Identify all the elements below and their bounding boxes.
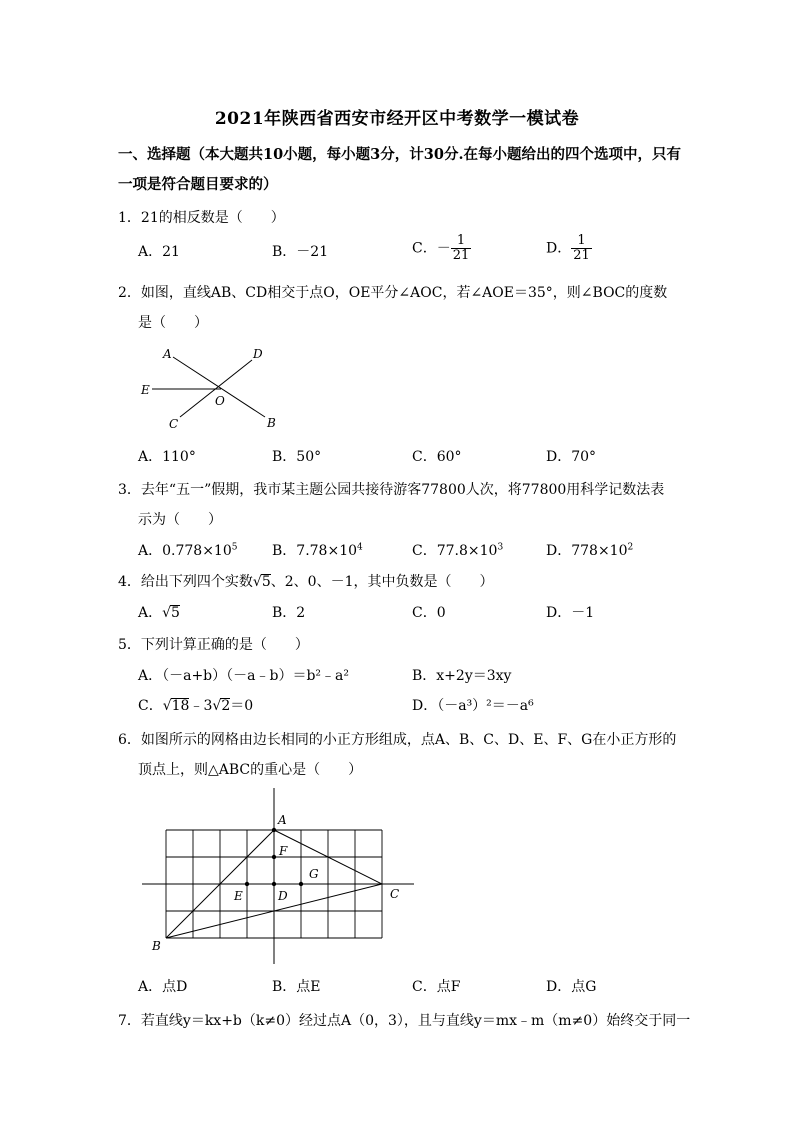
q5-option-c-prefix: C． [138,698,163,714]
sqrt-symbol-icon: √ [212,698,222,714]
q6-stem-line2: 顶点上，则△ABC的重心是（ ） [138,762,363,778]
q2-label-a: A [163,347,172,361]
q6-point-f [272,855,276,859]
q6-point-d [272,882,276,886]
q2-label-b: B [267,416,276,430]
section-heading-line2: 一项是符合题目要求的） [118,176,278,193]
q6-option-c: C．点F [412,979,461,995]
q3-option-a-exp: 5 [231,542,238,553]
q2-label-o: O [215,394,225,408]
q2-label-e: E [141,383,150,397]
q6-point-a [272,828,276,832]
q2-option-c: C．60° [412,449,462,465]
q5-option-c-mid: ﹣3 [189,698,213,714]
q2-lines-figure [138,343,288,435]
q5-stem: 5．下列计算正确的是（ ） [118,637,309,653]
q3-option-b-exp: 4 [357,542,363,553]
q1-option-d-fraction [571,234,592,263]
q6-point-e [245,882,249,886]
q5-option-b: B．x+2y＝3xy [412,668,512,684]
q6-label-g: G [309,867,319,881]
q3-stem-line2: 示为（ ） [138,512,222,528]
q6-grid-figure [138,786,423,966]
q6-label-d: D [278,889,288,903]
q4-option-c: C．0 [412,605,446,621]
q5-option-c-radicand2: 2 [221,698,231,714]
q6-option-a: A．点D [138,979,188,995]
q1-option-d-den: 21 [573,248,590,263]
q1-option-b: B．－21 [272,244,329,260]
q4-option-d: D．－1 [546,605,595,621]
q1-stem: 1．21的相反数是（ ） [118,210,285,226]
q5-option-c [138,695,253,715]
q1-option-c-prefix: C．－ [412,240,451,257]
q3-option-c-exp: 3 [497,542,504,553]
q2-option-a: A．110° [138,449,196,465]
q1-option-c-fraction [451,234,472,263]
q1-option-c-num: 1 [451,234,472,249]
q5-option-a: A．（－a+b）（－a﹣b）＝b²﹣a² [138,668,349,684]
q3-option-a-base: A．0.778×10 [138,543,232,559]
q2-label-d: D [253,347,263,361]
q4-stem [118,571,494,591]
q1-option-d-prefix: D． [546,240,572,257]
page-title: 2021年陕西省西安市经开区中考数学一模试卷 [214,109,580,129]
q4-option-a [138,602,180,622]
q5-option-d: D．（－a³）²＝－a⁶ [412,698,534,714]
q1-option-d [546,234,592,263]
q5-option-c-post: ＝0 [230,698,254,714]
section-heading-line1: 一、选择题（本大题共10小题，每小题3分，计30分.在每小题给出的四个选项中，只有 [118,146,681,163]
q3-option-d-base: D．778×10 [546,543,628,559]
q6-option-b: B．点E [272,979,321,995]
q2-label-c: C [169,417,179,431]
q4-option-a-radicand: 5 [171,605,180,621]
q6-label-e: E [234,889,243,903]
q6-label-f: F [279,844,288,858]
sqrt-symbol-icon: √ [162,605,172,621]
sqrt-symbol-icon: √ [252,574,262,590]
q3-option-b-base: B．7.78×10 [272,543,358,559]
q3-option-c [412,540,503,560]
q4-stem-post: 、2、0、－1，其中负数是（ ） [270,574,494,590]
q3-option-c-base: C．77.8×10 [412,543,498,559]
q2-line-ab [173,357,265,417]
q7-stem-line1: 7．若直线y＝kx+b（k≠0）经过点A（0，3），且与直线y＝mx﹣m（m≠0）始终交于同一 [118,1013,691,1029]
q2-option-d: D．70° [546,449,597,465]
q4-option-a-prefix: A． [138,605,163,621]
sqrt-symbol-icon: √ [162,698,172,714]
section-heading [118,140,688,200]
q2-stem-line2: 是（ ） [138,315,208,331]
q6-label-c: C [390,887,400,901]
q4-stem-pre: 4．给出下列四个实数 [118,574,253,590]
q6-label-b: B [152,939,161,953]
q1-option-a: A．21 [138,244,180,260]
q2-stem-line1: 2．如图，直线AB、CD相交于点O，OE平分∠AOC，若∠AOE＝35°，则∠BOC的度数 [118,285,668,301]
q6-label-a: A [278,813,287,827]
q4-option-b: B．2 [272,605,306,621]
q6-option-d: D．点G [546,979,597,995]
q1-option-c [412,234,471,263]
q3-option-a [138,540,237,560]
q3-option-d [546,540,633,560]
q1-option-d-num: 1 [571,234,592,249]
q4-stem-radicand: 5 [261,574,271,590]
q3-option-d-exp: 2 [627,542,634,553]
q6-stem-line1: 6．如图所示的网格由边长相同的小正方形组成，点A、B、C、D、E、F、G在小正方形的 [118,732,677,748]
q5-option-c-radicand1: 18 [171,698,190,714]
q3-option-b [272,540,363,560]
q6-point-g [299,882,303,886]
q3-stem-line1: 3．去年“五一”假期，我市某主题公园共接待游客77800人次，将77800用科学记数法表 [118,482,665,498]
q2-option-b: B．50° [272,449,322,465]
q1-option-c-den: 21 [452,248,470,263]
